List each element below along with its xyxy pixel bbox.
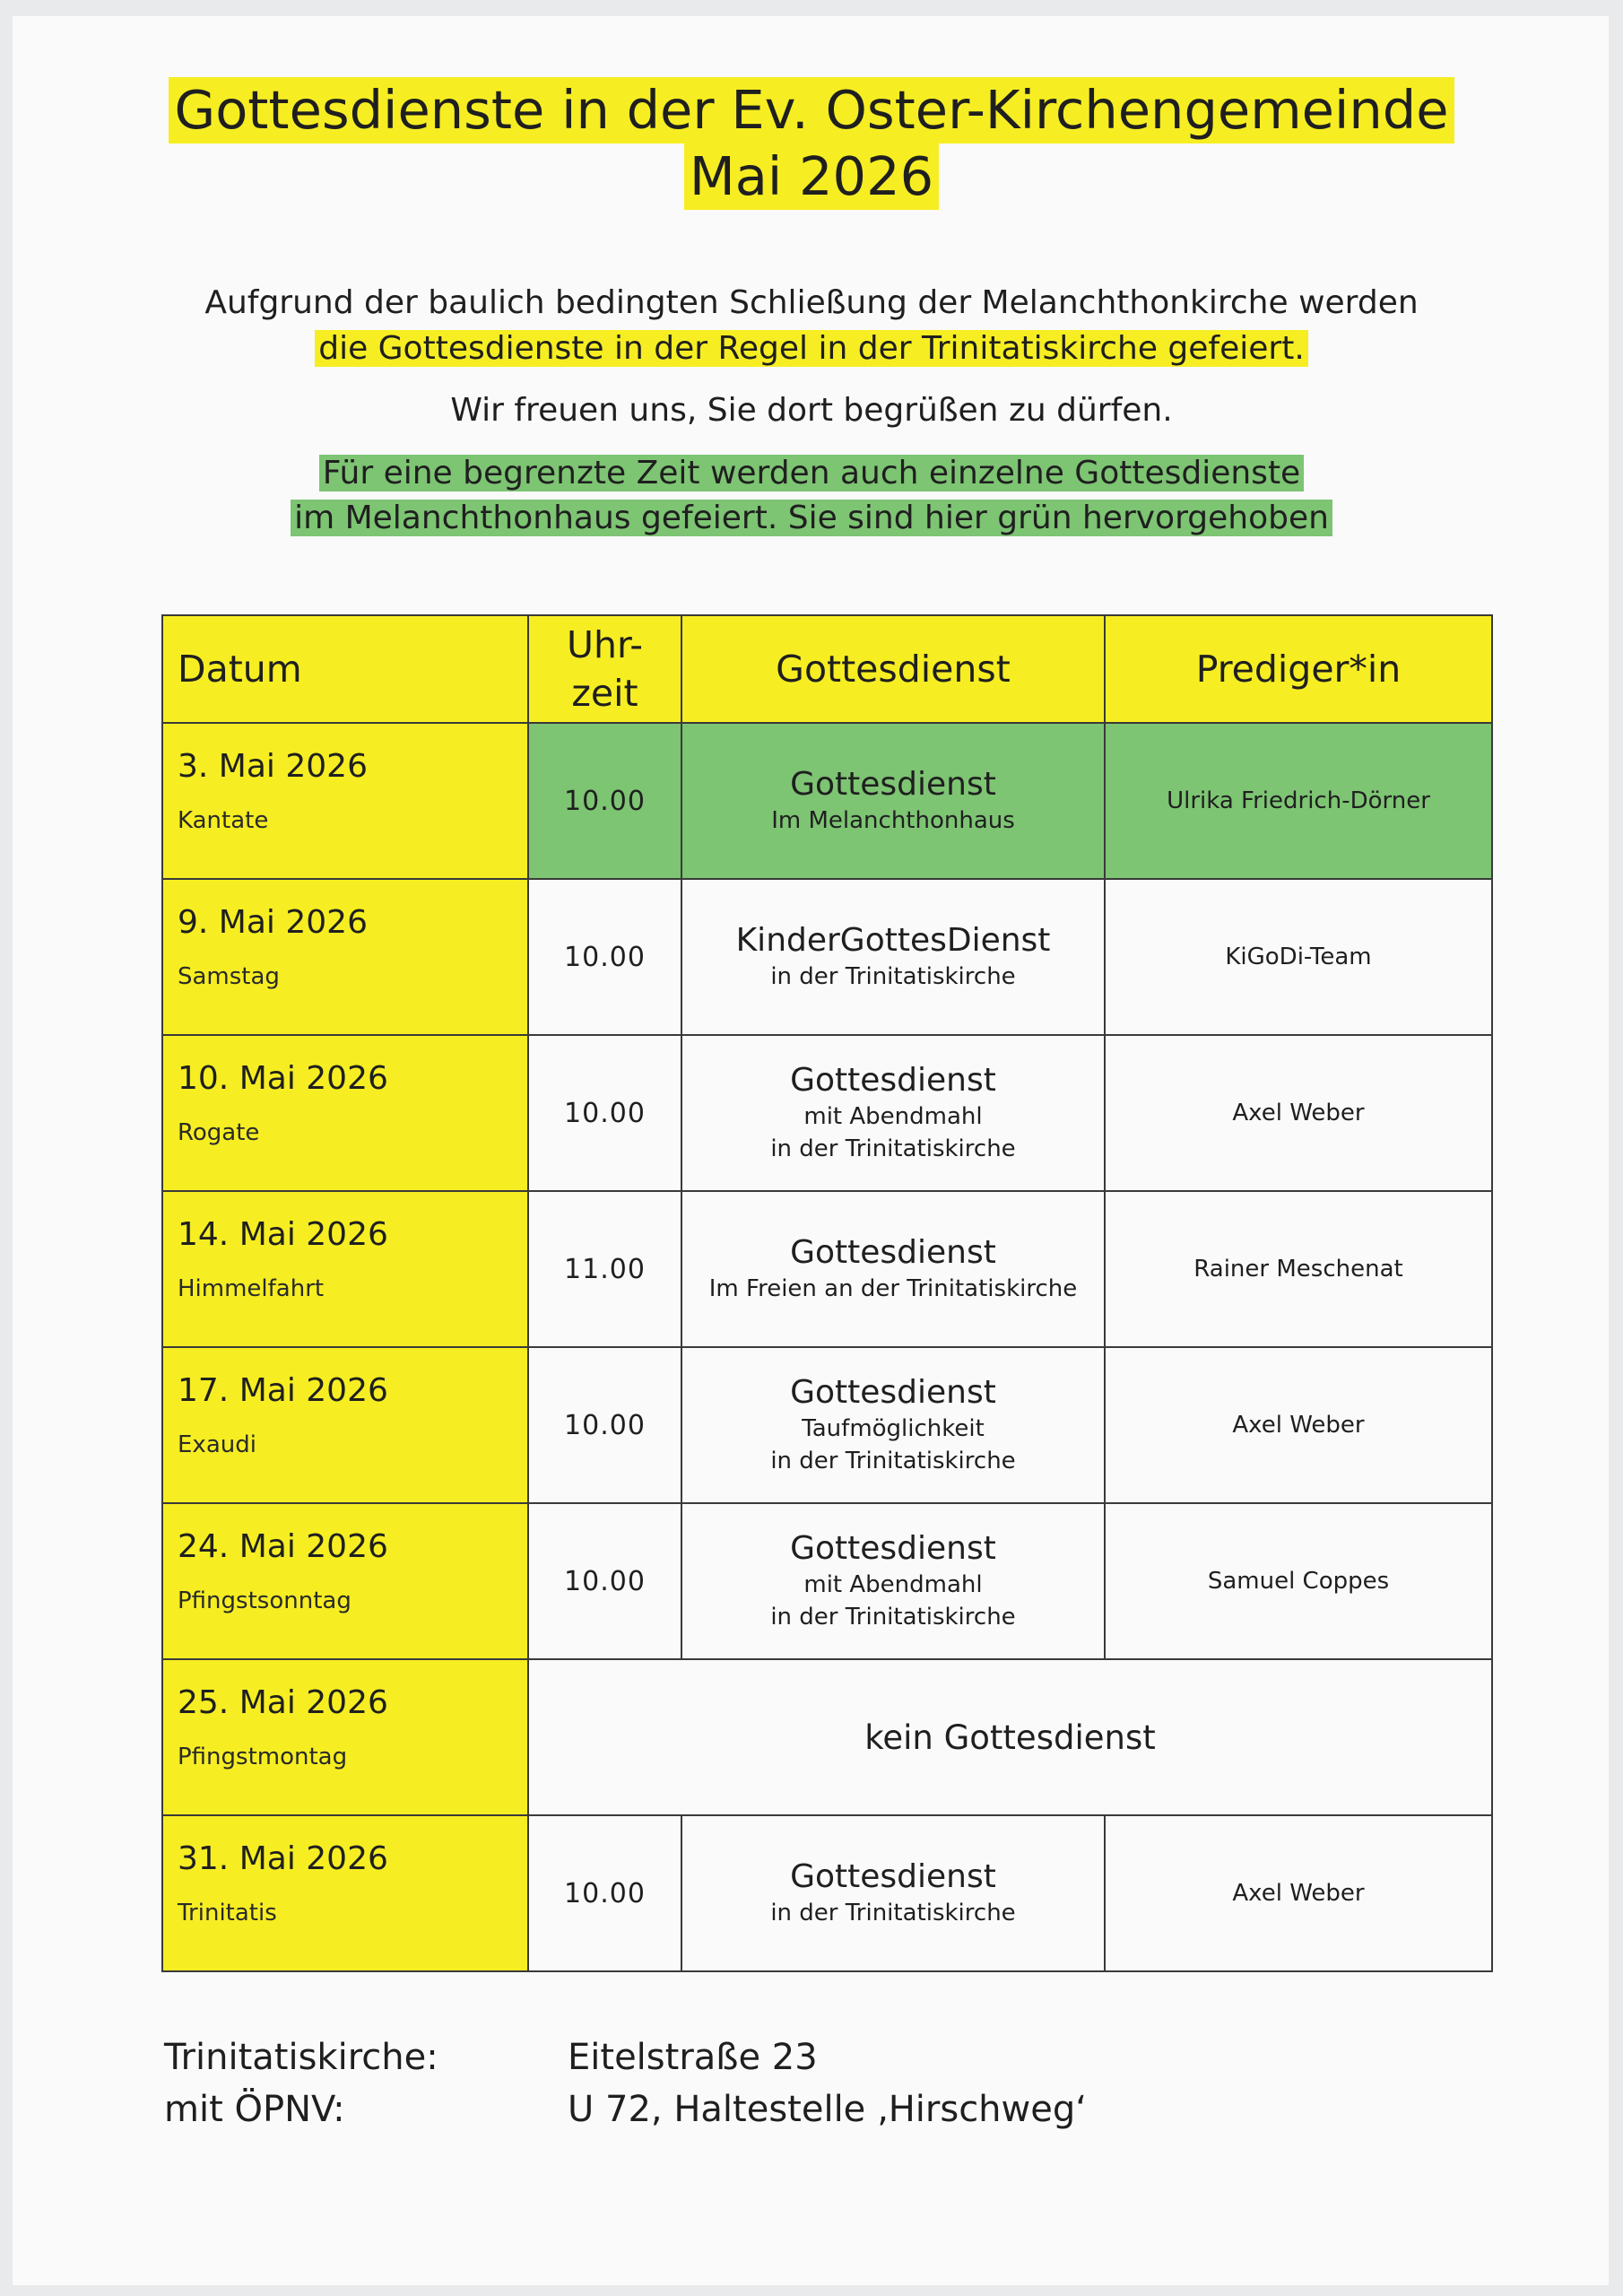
footer-values bbox=[568, 2031, 1087, 2135]
preacher-cell: Rainer Meschenat bbox=[1105, 1191, 1492, 1347]
table-row bbox=[162, 723, 1492, 879]
date-cell: 25. Mai 2026 Pfingstmontag bbox=[162, 1659, 528, 1815]
green-note-line-2: im Melanchthonhaus gefeiert. Sie sind hier grün hervorgehoben bbox=[0, 496, 1623, 541]
footer-transit-stop: U 72, Haltestelle ‚Hirschweg‘ bbox=[568, 2089, 1087, 2130]
preacher-cell: Samuel Coppes bbox=[1105, 1503, 1492, 1659]
time-cell: 10.00 bbox=[528, 879, 681, 1035]
table-row bbox=[162, 1659, 1492, 1815]
header-service: Gottesdienst bbox=[681, 615, 1105, 723]
preacher-cell: Ulrika Friedrich-Dörner bbox=[1105, 723, 1492, 879]
date-cell: 14. Mai 2026 Himmelfahrt bbox=[162, 1191, 528, 1347]
footer-label-transit: mit ÖPNV: bbox=[164, 2089, 345, 2130]
table-row bbox=[162, 1191, 1492, 1347]
time-cell: 10.00 bbox=[528, 1347, 681, 1503]
title-line-1: Gottesdienste in der Ev. Oster-Kirchengemeinde bbox=[169, 77, 1454, 144]
footer-labels bbox=[164, 2031, 438, 2135]
time-cell: 10.00 bbox=[528, 1815, 681, 1971]
date-cell: 9. Mai 2026 Samstag bbox=[162, 879, 528, 1035]
table-row bbox=[162, 879, 1492, 1035]
header-date: Datum bbox=[162, 615, 528, 723]
service-cell: Gottesdienst mit Abendmahl in der Trinitatiskirche bbox=[681, 1035, 1105, 1191]
time-cell: 11.00 bbox=[528, 1191, 681, 1347]
footer-label-church: Trinitatiskirche: bbox=[164, 2037, 438, 2078]
date-cell: 17. Mai 2026 Exaudi bbox=[162, 1347, 528, 1503]
intro-line-1: Aufgrund der baulich bedingten Schließung der Melanchthonkirche werden bbox=[204, 284, 1419, 321]
date-cell: 10. Mai 2026 Rogate bbox=[162, 1035, 528, 1191]
header-preacher: Prediger*in bbox=[1105, 615, 1492, 723]
time-cell: 10.00 bbox=[528, 1503, 681, 1659]
footer-address: Eitelstraße 23 bbox=[568, 2037, 818, 2078]
table-header-row bbox=[162, 615, 1492, 723]
date-cell: 24. Mai 2026 Pfingstsonntag bbox=[162, 1503, 528, 1659]
date-cell: 3. Mai 2026 Kantate bbox=[162, 723, 528, 879]
time-cell: 10.00 bbox=[528, 1035, 681, 1191]
page-title bbox=[0, 77, 1623, 210]
service-cell: Gottesdienst mit Abendmahl in der Trinitatiskirche bbox=[681, 1503, 1105, 1659]
time-cell: 10.00 bbox=[528, 723, 681, 879]
header-time: Uhr- zeit bbox=[528, 615, 681, 723]
preacher-cell: KiGoDi-Team bbox=[1105, 879, 1492, 1035]
schedule-table bbox=[161, 614, 1493, 1972]
date-cell: 31. Mai 2026 Trinitatis bbox=[162, 1815, 528, 1971]
table-row bbox=[162, 1503, 1492, 1659]
service-cell: KinderGottesDienst in der Trinitatiskirche bbox=[681, 879, 1105, 1035]
service-cell: Gottesdienst in der Trinitatiskirche bbox=[681, 1815, 1105, 1971]
table-row bbox=[162, 1815, 1492, 1971]
table-row bbox=[162, 1035, 1492, 1191]
preacher-cell: Axel Weber bbox=[1105, 1347, 1492, 1503]
service-cell: Gottesdienst Im Freien an der Trinitatiskirche bbox=[681, 1191, 1105, 1347]
table-row bbox=[162, 1347, 1492, 1503]
green-note-line-1: Für eine begrenzte Zeit werden auch einzelne Gottesdienste bbox=[0, 451, 1623, 496]
intro-line-3: Wir freuen uns, Sie dort begrüßen zu dürfen. bbox=[450, 392, 1173, 429]
service-cell: Gottesdienst Taufmöglichkeit in der Trinitatiskirche bbox=[681, 1347, 1105, 1503]
preacher-cell: Axel Weber bbox=[1105, 1815, 1492, 1971]
service-cell: Gottesdienst Im Melanchthonhaus bbox=[681, 723, 1105, 879]
preacher-cell: Axel Weber bbox=[1105, 1035, 1492, 1191]
no-service-cell: kein Gottesdienst bbox=[528, 1659, 1492, 1815]
title-line-2: Mai 2026 bbox=[684, 144, 939, 210]
intro-line-2: die Gottesdienste in der Regel in der Trinitatiskirche gefeiert. bbox=[0, 326, 1623, 371]
